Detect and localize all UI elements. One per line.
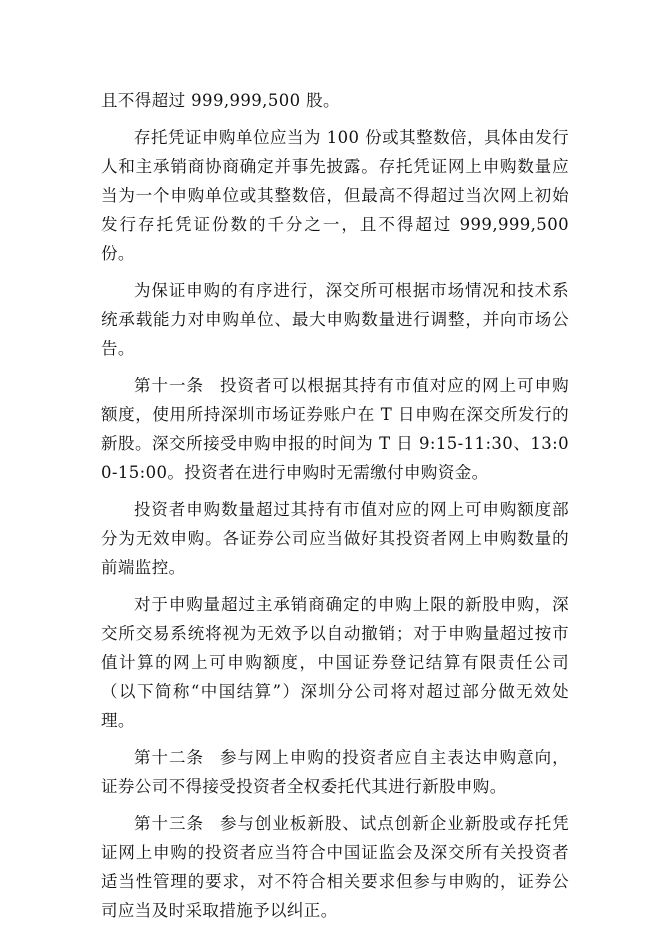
paragraph-text: 且不得超过 999,999,500 股。 (101, 91, 340, 110)
article-number: 第十一条 (134, 376, 204, 395)
article-paragraph (101, 743, 569, 801)
paragraph (101, 276, 569, 363)
paragraph-text: 投资者申购数量超过其持有市值对应的网上可申购额度部分为无效申购。各证券公司应当做好其投资者网上申购数量的前端监控。 (101, 500, 569, 577)
article-number: 第十三条 (134, 814, 204, 833)
paragraph (101, 495, 569, 582)
paragraph-text: 对于申购量超过主承销商确定的申购上限的新股申购，深交所交易系统将视为无效予以自动撤销；对于申购量超过按市值计算的网上可申购额度，中国证券登记结算有限责任公司（以下简称“中国结算”）深圳分公司将对超过部分做无效处理。 (101, 595, 569, 730)
paragraph-text: 存托凭证申购单位应当为 100 份或其整数倍，具体由发行人和主承销商协商确定并事先披露。存托凭证网上申购数量应当为一个申购单位或其整数倍，但最高不得超过当次网上初始发行存托凭证份数的千分之一，且不得超过 999,999,500 份。 (101, 128, 569, 263)
paragraph-text: 参与网上申购的投资者应自主表达申购意向，证券公司不得接受投资者全权委托代其进行新股申购。 (101, 748, 569, 796)
document-page (101, 86, 569, 933)
paragraph-text: 投资者可以根据其持有市值对应的网上可申购额度，使用所持深圳市场证券账户在 T 日申购在深交所发行的新股。深交所接受申购申报的时间为 T 日 9:15-11:30、13:00-15:00。投资者在进行申购时无需缴付申购资金。 (101, 376, 569, 482)
paragraph (101, 123, 569, 268)
paragraph-text: 参与创业板新股、试点创新企业新股或存托凭证网上申购的投资者应当符合中国证监会及深交所有关投资者适当性管理的要求，对不符合相关要求但参与申购的，证券公司应当及时采取措施予以纠正。 (101, 814, 569, 920)
article-number: 第十二条 (134, 748, 204, 767)
paragraph (101, 590, 569, 735)
paragraph-text: 为保证申购的有序进行，深交所可根据市场情况和技术系统承载能力对申购单位、最大申购数量进行调整，并向市场公告。 (101, 281, 569, 358)
article-paragraph (101, 371, 569, 487)
paragraph (101, 86, 569, 115)
article-paragraph (101, 809, 569, 925)
